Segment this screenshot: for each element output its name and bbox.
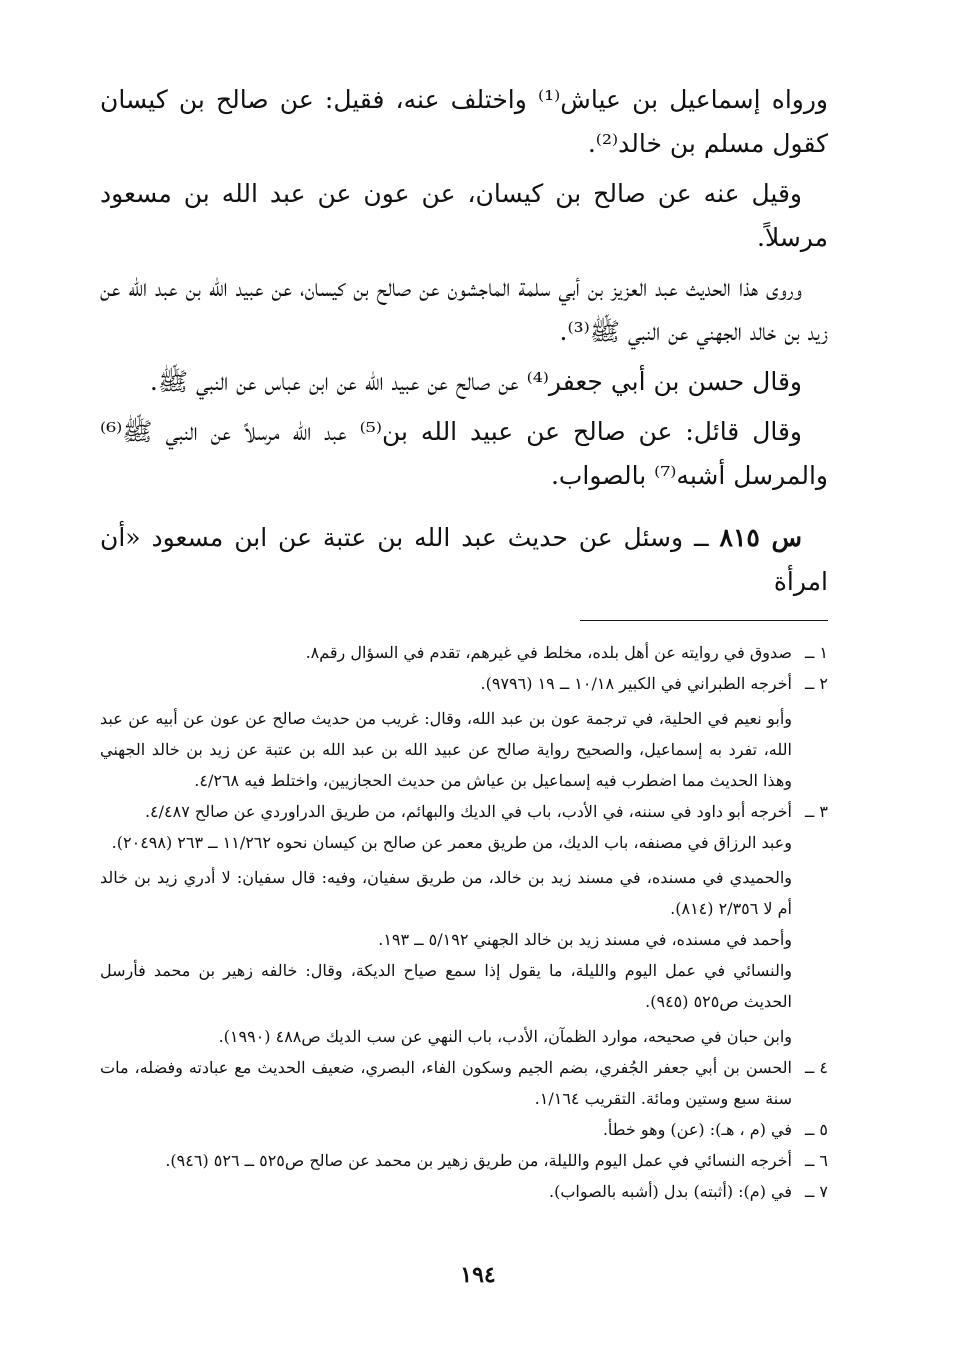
- footnote-text: وابن حبان في صحيحه، موارد الظمآن، الأدب، باب النهي عن سب الديك ص٤٨٨ (١٩٩٠).: [218, 1027, 792, 1046]
- paragraph-5: وقال قائل: عن صالح عن عبيد الله بن⁽⁵⁾ عبد الله مرسلاً عن النبي ﷺ⁽⁶⁾ والمرسل أشبه⁽⁷⁾ بالصواب.: [100, 417, 828, 490]
- footnote-text: أخرجه أبو داود في سننه، في الأدب، باب في الديك والبهائم، من طريق الدراوردي عن صالح ٤/٤٨٧.: [144, 802, 792, 821]
- footnote-divider: [580, 620, 828, 621]
- main-text: [100, 78, 828, 604]
- question-number: س ٨١٥: [719, 523, 802, 552]
- footnote: [100, 1052, 828, 1114]
- footnote-number: ٣ ــ: [804, 802, 828, 821]
- paragraph-1: ورواه إسماعيل بن عياش⁽¹⁾ واختلف عنه، فقيل: عن صالح بن كيسان كقول مسلم بن خالد⁽²⁾.: [100, 85, 828, 158]
- paragraph-2: وقيل عنه عن صالح بن كيسان، عن عون عن عبد الله بن مسعود مرسلاً.: [100, 179, 828, 252]
- footnote: [100, 637, 828, 668]
- footnote-text: والنسائي في عمل اليوم والليلة، ما يقول إذا سمع صياح الديكة، وقال: خالفه زهير بن محمد فأرسل الحديث ص٥٢٥ (٩٤٥).: [100, 961, 792, 1011]
- paragraph-3: وروى هذا الحديث عبد العزيز بن أبي سلمة الماجشون عن صالح بن كيسان، عن عبيد الله بن عبد الله عن زيد بن خالد الجهني عن النبي ﷺ⁽³⁾.: [100, 273, 828, 346]
- footnote: [100, 1176, 828, 1207]
- footnote-text: صدوق في روايته عن أهل بلده، مخلط في غيرهم، تقدم في السؤال رقم٨.: [305, 643, 792, 662]
- footnote-text: في (م): (أثبته) بدل (أشبه بالصواب).: [549, 1182, 792, 1201]
- footnote-number: ٧ ــ: [804, 1182, 828, 1201]
- footnote-text: والحميدي في مسنده، في مسند زيد بن خالد، من طريق سفيان، وفيه: قال سفيان: لا أدري زيد بن خالد أم لا ٢/٣٥٦ (٨١٤).: [100, 868, 792, 918]
- question-text: ــ وسئل عن حديث عبد الله بن عتبة عن ابن مسعود «أن امرأة: [100, 523, 828, 596]
- paragraph-4: وقال حسن بن أبي جعفر⁽⁴⁾ عن صالح عن عبيد الله عن ابن عباس عن النبي ﷺ.: [149, 367, 802, 396]
- footnote-number: ٢ ــ: [804, 674, 828, 693]
- footnote-text: وأبو نعيم في الحلية، في ترجمة عون بن عبد الله، وقال: غريب من حديث صالح عن عون عن أبيه عن عبد الله، تفرد به إسماعيل، والصحيح رواية صالح عن عبيد الله بن عبد الله بن عتبة عن زيد بن خالد الجهني وهذا الحديث مما اضطرب فيه إسماعيل بن عياش من حديث الحجازيين، واختلط فيه ٤/٢٦٨.: [100, 709, 793, 790]
- footnote: [100, 1114, 828, 1145]
- footnote: [100, 668, 828, 796]
- page-body: [100, 78, 828, 1207]
- footnote-text: أخرجه الطبراني في الكبير ١٠/١٨ ــ ١٩ (٩٧٩٦).: [480, 674, 792, 693]
- page-number: ١٩٤: [460, 1262, 496, 1288]
- question-paragraph: [100, 516, 828, 604]
- footnote-number: ٥ ــ: [804, 1120, 828, 1139]
- footnote-text: وأحمد في مسنده، في مسند زيد بن خالد الجهني ٥/١٩٢ ــ ١٩٣.: [378, 930, 792, 949]
- footnote-text: في (م ، هـ): (عن) وهو خطأ.: [602, 1120, 792, 1139]
- footnote: [100, 1145, 828, 1176]
- footnote-number: ١ ــ: [804, 643, 828, 662]
- footnote-text: الحسن بن أبي جعفر الجُفري، بضم الجيم وسكون الفاء، البصري، ضعيف الحديث مع عبادته وفضله، مات سنة سبع وستين ومائة. التقريب ١/١٦٤.: [100, 1058, 792, 1108]
- footnote-number: ٦ ــ: [804, 1151, 828, 1170]
- footnote-text: أخرجه النسائي في عمل اليوم والليلة، من طريق زهير بن محمد عن صالح ص٥٢٥ ــ ٥٢٦ (٩٤٦).: [165, 1151, 792, 1170]
- footnote-text: وعبد الرزاق في مصنفه، باب الديك، من طريق معمر عن صالح بن كيسان نحوه ١١/٢٦٢ ــ ٢٦٣ (٢٠٤٩٨).: [111, 833, 792, 852]
- footnotes: [100, 637, 828, 1207]
- footnote: [100, 796, 828, 1052]
- footnote-number: ٤ ــ: [804, 1058, 828, 1077]
